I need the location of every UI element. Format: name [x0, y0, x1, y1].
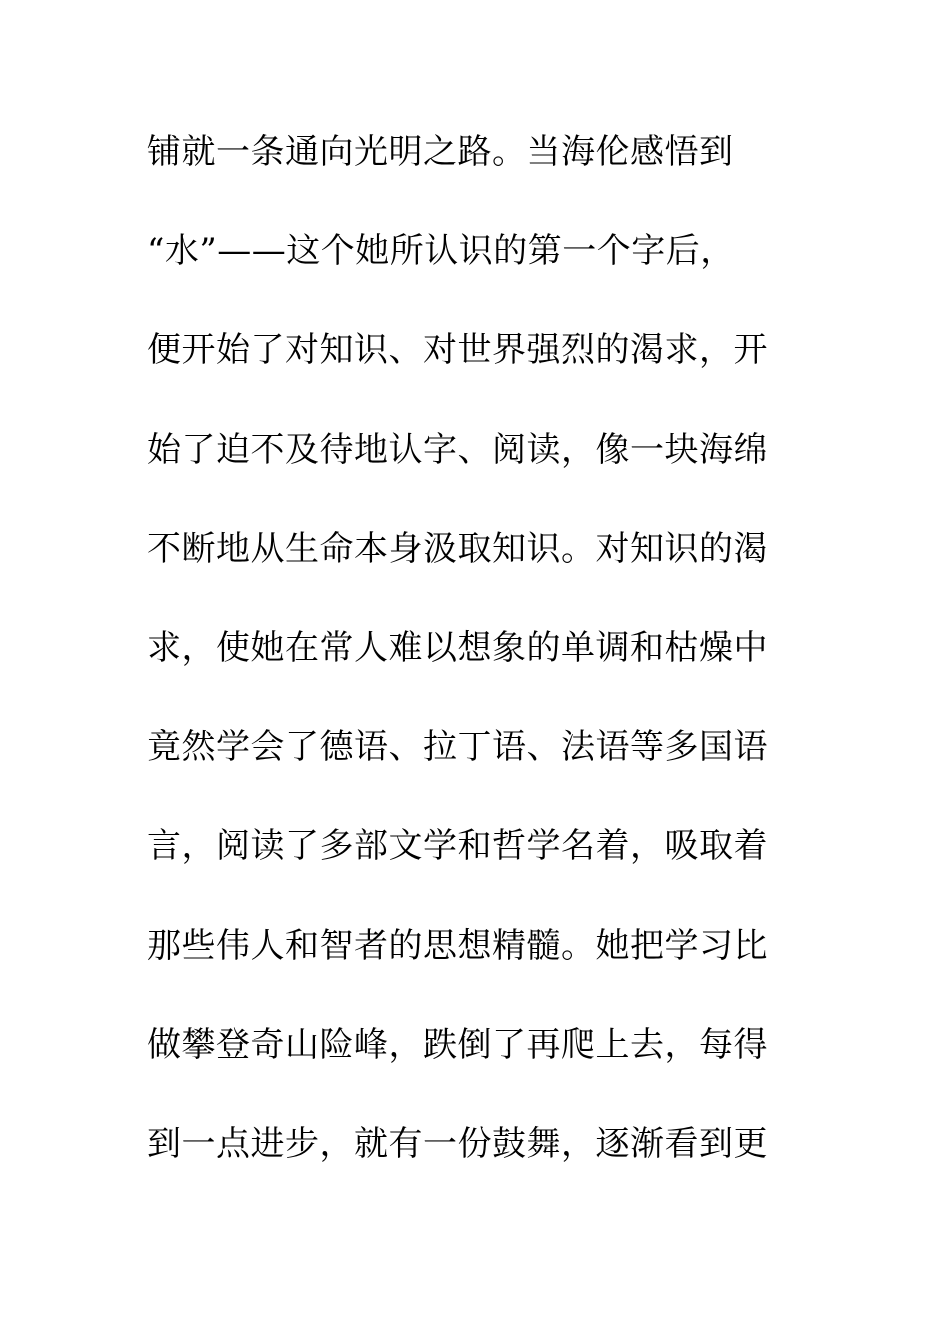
- text-line: 那些伟人和智者的思想精髓。她把学习比: [147, 925, 768, 966]
- text-line: 不断地从生命本身汲取知识。对知识的渴: [147, 528, 768, 569]
- text-line: 始了迫不及待地认字、阅读，像一块海绵: [147, 429, 768, 470]
- text-line: 做攀登奇山险峰，跌倒了再爬上去，每得: [147, 1024, 768, 1065]
- text-line: 求，使她在常人难以想象的单调和枯燥中: [147, 627, 768, 668]
- text-line: “水”——这个她所认识的第一个字后，: [147, 231, 735, 272]
- text-line: 铺就一条通向光明之路。当海伦感悟到: [147, 132, 734, 172]
- text-line: 竟然学会了德语、拉丁语、法语等多国语: [147, 727, 768, 768]
- text-line: 到一点进步，就有一份鼓舞，逐渐看到更: [147, 1123, 768, 1164]
- body-text: [147, 122, 787, 1213]
- text-line: 便开始了对知识、对世界强烈的渴求，开: [147, 330, 768, 371]
- text-line: 言，阅读了多部文学和哲学名着，吸取着: [147, 826, 768, 867]
